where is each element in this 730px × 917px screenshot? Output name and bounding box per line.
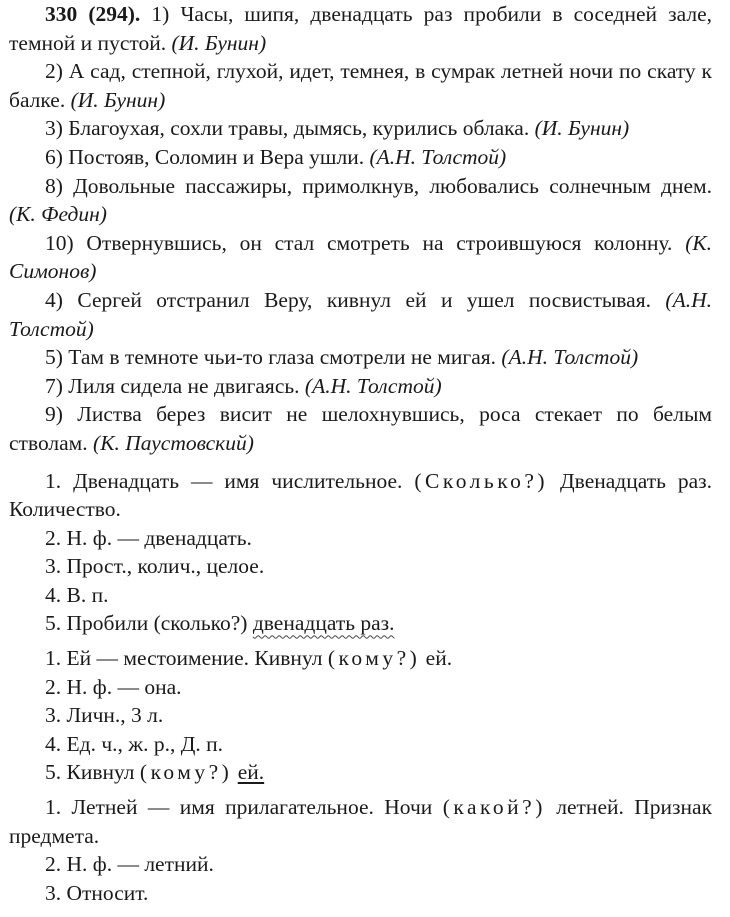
exercise-sentence-9 [9,400,712,457]
question-spaced: (кому?) [139,760,233,785]
exercise-sentence-10 [9,229,712,286]
analysis-item-text: ей. [425,646,453,671]
question-spaced: (Сколько?) [414,468,549,493]
sentence-text: 1) Часы, шипя, двенадцать раз пробили в соседней зале, темной и пустой. [9,2,712,55]
analysis-item-text: 5. Кивнул [45,760,135,785]
analysis-item-text: 1. Ей — местоимение. Кивнул [45,646,323,671]
analysis-item-text: Двенадцать раз. Количество. [9,468,713,522]
exercise-sentence-7 [9,372,712,401]
analysis-item: 4. Ед. ч., ж. р., Д. п. [45,731,224,756]
analysis-item: 3. Относит. [45,880,149,905]
sentence-text: 3) Благоухая, сохли травы, дымясь, курились облака. [45,116,530,141]
question-spaced: (кому?) [327,646,421,671]
analysis-adjective [9,793,712,907]
sentence-text: 4) Сергей отстранил Веру, кивнул ей и ушел посвистывая. [45,287,651,312]
sentence-text: 10) Отвернувшись, он стал смотреть на строившуюся колонну. [45,230,673,255]
analysis-item [9,644,712,673]
sentence-author: (И. Бунин) [70,87,166,112]
sentence-text: 9) Листва берез висит не шелохнувшись, роса стекает по белым стволам. [9,402,712,455]
sentence-author: (А.Н. Толстой) [369,144,507,169]
exercise-sentence-3 [9,114,712,143]
underlined-word: ей. [237,760,265,785]
sentence-text: 8) Довольные пассажиры, примолкнув, любовались солнечным днем. [45,173,712,198]
analysis-item: 2. Н. ф. — она. [45,674,182,699]
sentence-author: (А.Н. Толстой) [304,373,442,398]
sentence-text: 2) А сад, степной, глухой, идет, темнея, в сумрак летней ночи по скату к балке. [9,59,712,112]
sentence-text: 7) Лиля сидела не двигаясь. [45,373,300,398]
sentence-author: (К. Симонов) [9,230,712,284]
exercise-sentence-8 [9,172,712,229]
analysis-item [9,758,712,787]
exercise-sentence-2 [9,57,712,114]
analysis-item [9,467,712,524]
analysis-pronoun [9,644,712,787]
analysis-item: 2. Н. ф. — двенадцать. [45,525,252,550]
analysis-item-text: летней. Признак предмета. [9,795,713,848]
analysis-numeral [9,467,712,639]
question-spaced: (какой?) [442,795,546,820]
analysis-item-text: 1. Летней — имя прилагательное. Ночи [45,795,433,820]
sentence-author: (К. Федин) [9,202,107,227]
analysis-item: 4. В. п. [45,582,109,607]
sentence-author: (А.Н. Толстой) [9,287,712,341]
sentence-text: 5) Там в темноте чьи-то глаза смотрели не мигая. [45,345,497,370]
analysis-item: 3. Прост., колич., целое. [45,554,265,579]
exercise-sentence-6 [9,143,712,172]
analysis-item-text: 5. Пробили (сколько?) [45,611,248,636]
analysis-item-text: 1. Двенадцать — имя числительное. [45,468,403,493]
sentence-author: (А.Н. Толстой) [501,345,639,370]
sentence-text: 6) Постояв, Соломин и Вера ушли. [45,144,365,169]
exercise-sentence-1 [9,0,712,57]
analysis-item: 2. Н. ф. — летний. [45,852,214,877]
sentence-author: (И. Бунин) [534,116,630,141]
underlined-word: двенадцать раз. [252,611,395,636]
analysis-item [9,793,712,850]
analysis-item [9,609,712,638]
sentence-author: (И. Бунин) [171,30,267,55]
sentence-author: (К. Паустовский) [93,430,254,455]
exercise-number: 330 (294). [45,2,141,26]
analysis-item: 3. Личн., 3 л. [45,703,164,728]
exercise-sentence-5 [9,343,712,372]
exercise-sentence-4 [9,286,712,343]
